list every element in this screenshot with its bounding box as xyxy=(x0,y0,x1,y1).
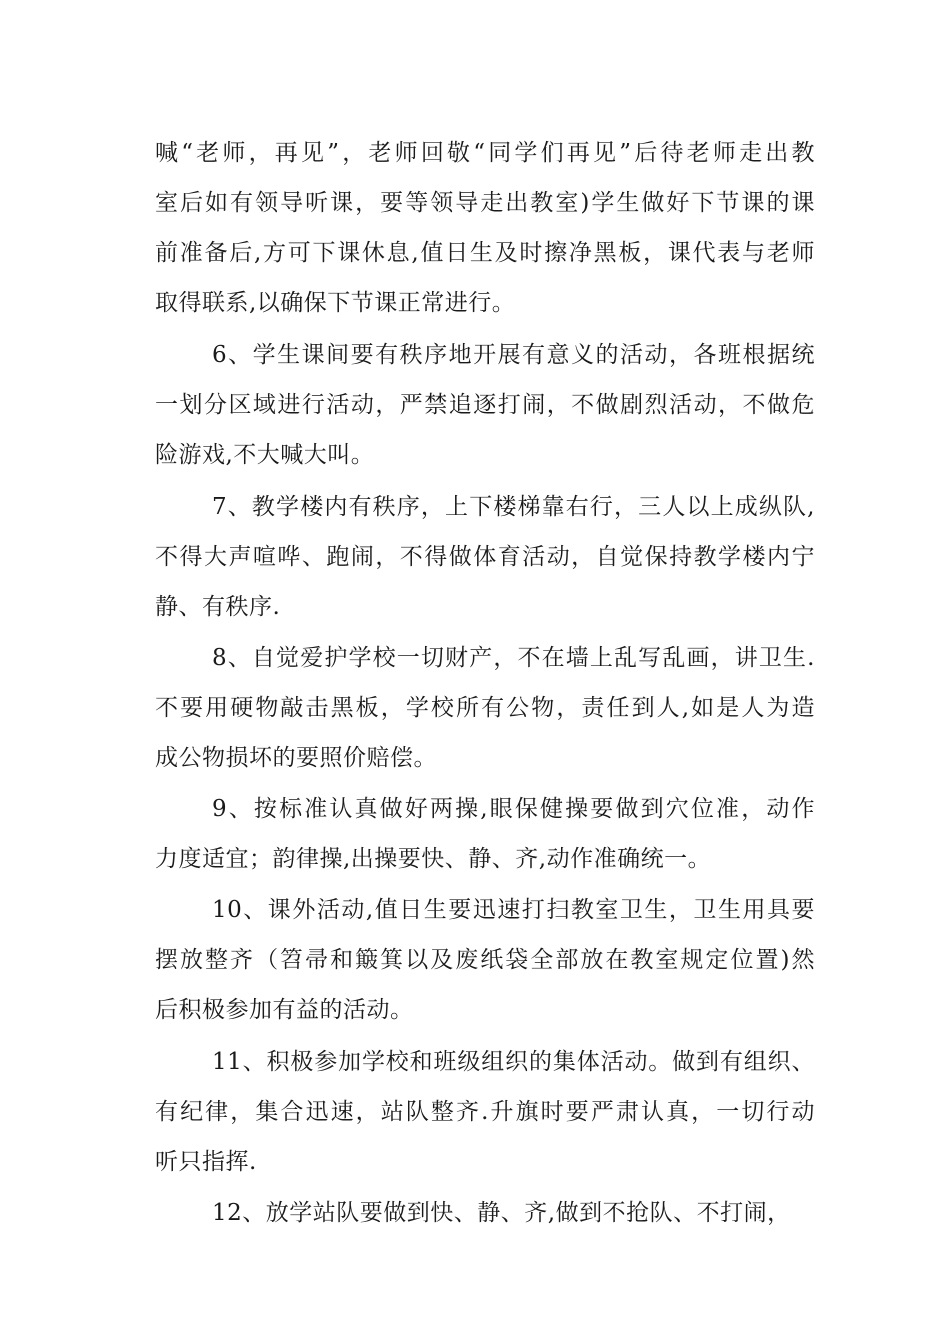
text-line: 不要用硬物敲击黑板，学校所有公物，责任到人,如是人为造 xyxy=(155,695,815,721)
paragraph-first-line: 9、按标准认真做好两操,眼保健操要做到穴位准，动作 xyxy=(212,796,815,822)
text-line: 一划分区域进行活动，严禁追逐打闹，不做剧烈活动，不做危 xyxy=(155,392,815,418)
paragraph-first-line: 6、学生课间要有秩序地开展有意义的活动，各班根据统 xyxy=(212,342,815,368)
paragraph-first-line: 10、课外活动,值日生要迅速打扫教室卫生，卫生用具要 xyxy=(212,897,815,923)
paragraph-first-line: 12、放学站队要做到快、静、齐,做到不抢队、不打闹， xyxy=(212,1200,791,1226)
text-line: 成公物损坏的要照价赔偿。 xyxy=(155,745,437,771)
text-line: 室后如有领导听课，要等领导走出教室)学生做好下节课的课 xyxy=(155,190,815,216)
text-line: 有纪律，集合迅速，站队整齐.升旗时要严肃认真，一切行动 xyxy=(155,1099,815,1125)
text-line: 险游戏,不大喊大叫。 xyxy=(155,442,375,468)
text-line: 静、有秩序. xyxy=(155,594,281,620)
paragraph-first-line: 7、教学楼内有秩序，上下楼梯靠右行，三人以上成纵队, xyxy=(212,494,815,520)
text-line: 不得大声喧哗、跑闹，不得做体育活动，自觉保持教学楼内宁 xyxy=(155,544,815,570)
text-line: 后积极参加有益的活动。 xyxy=(155,997,414,1023)
text-line: 取得联系,以确保下节课正常进行。 xyxy=(155,290,516,316)
text-line: 喊“老师，再见”，老师回敬“同学们再见”后待老师走出教 xyxy=(155,140,815,166)
paragraph-first-line: 11、积极参加学校和班级组织的集体活动。做到有组织、 xyxy=(212,1049,815,1075)
paragraph-first-line: 8、自觉爱护学校一切财产，不在墙上乱写乱画，讲卫生. xyxy=(212,645,815,671)
text-line: 力度适宜；韵律操,出操要快、静、齐,动作准确统一。 xyxy=(155,846,712,872)
text-line: 前准备后,方可下课休息,值日生及时擦净黑板，课代表与老师 xyxy=(155,240,815,266)
text-line: 摆放整齐（笤帚和簸箕以及废纸袋全部放在教室规定位置)然 xyxy=(155,947,815,973)
text-line: 听只指挥. xyxy=(155,1149,257,1175)
